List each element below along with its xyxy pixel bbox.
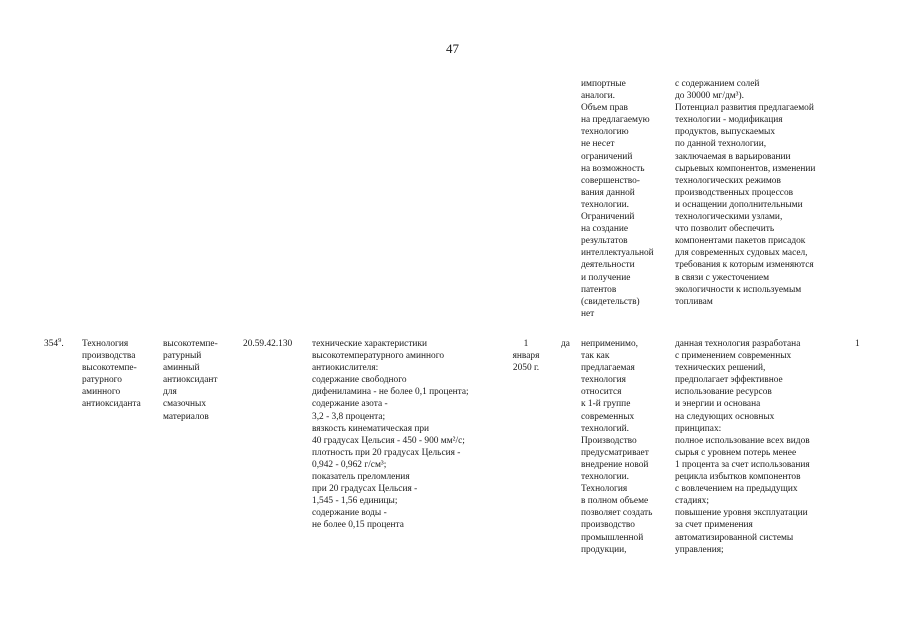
row-number-suffix: . [61, 339, 64, 349]
row-number-value: 354 [44, 339, 59, 349]
continuation-potential-text: с содержанием солей до 30000 мг/дм³). Потенциал развития предлагаемой технологии - модификация продуктов, выпускаемых по данной технологии, заключаемая в варьировании сырьевых компонентов, изменении технологических режимов производственных процессов и оснащении дополнительными технологическими узлами, что позволит обеспечить компонентами пакетов присадок для современных судовых масел, требования к которым изменяются в связи с ужесточением экологичности к используемым топливам [675, 79, 816, 307]
product-name: высокотемпе- ратурный аминный антиоксидант для смазочных материалов [163, 339, 218, 422]
continuation-rights-text: импортные аналоги. Объем прав на предлагаемую технологию не несет ограничений на возможность совершенство- вания данной технологии. Ограничений на создание результатов интеллектуальной деятельности и получение патентов (свидетельств) нет [581, 79, 654, 319]
page-number: 47 [446, 41, 459, 56]
implementation-date: 1 января 2050 г. [512, 339, 540, 374]
row-number [44, 338, 64, 350]
okpd2-code: 20.59.42.130 [243, 339, 293, 349]
yes-flag: да [561, 339, 570, 349]
row-number-footnote: 9 [58, 336, 62, 344]
technical-characteristics: технические характеристики высокотемпературного аминного антиокислителя: содержание свободного дифениламина - не более 0,1 процента; содержание азота - 3,2 - 3,8 процента; вязкость кинематическая при 40 градусах Цельсия - 450 - 900 мм²/с; плотность при 20 градусах Цельсия - 0,942 - 0,962 г/см³; показатель преломления при 20 градусах Цельсия - 1,545 - 1,56 единицы; содержание воды - не более 0,15 процента [312, 339, 469, 531]
technology-description: данная технология разработана с применением современных технических решений, предполагает эффективное использование ресурсов и энергии и основана на следующих основных принципах: полное использование всех видов сырья с уровнем потерь менее 1 процента за счет использования рецикла избытков компонентов с вовлечением на предыдущих стадиях; повышение уровня эксплуатации за счет применения автоматизированной системы управления; [675, 339, 810, 555]
substitution-text: неприменимо, так как предлагаемая технология относится к 1-й группе современных технологий. Производство предусматривает внедрение новой технологии. Технология в полном объеме позволяет создать производство промышленной продукции, [581, 339, 653, 555]
technology-name: Технология производства высокотемпе- ратурного аминного антиоксиданта [82, 339, 141, 410]
technology-group: 1 [855, 339, 860, 349]
